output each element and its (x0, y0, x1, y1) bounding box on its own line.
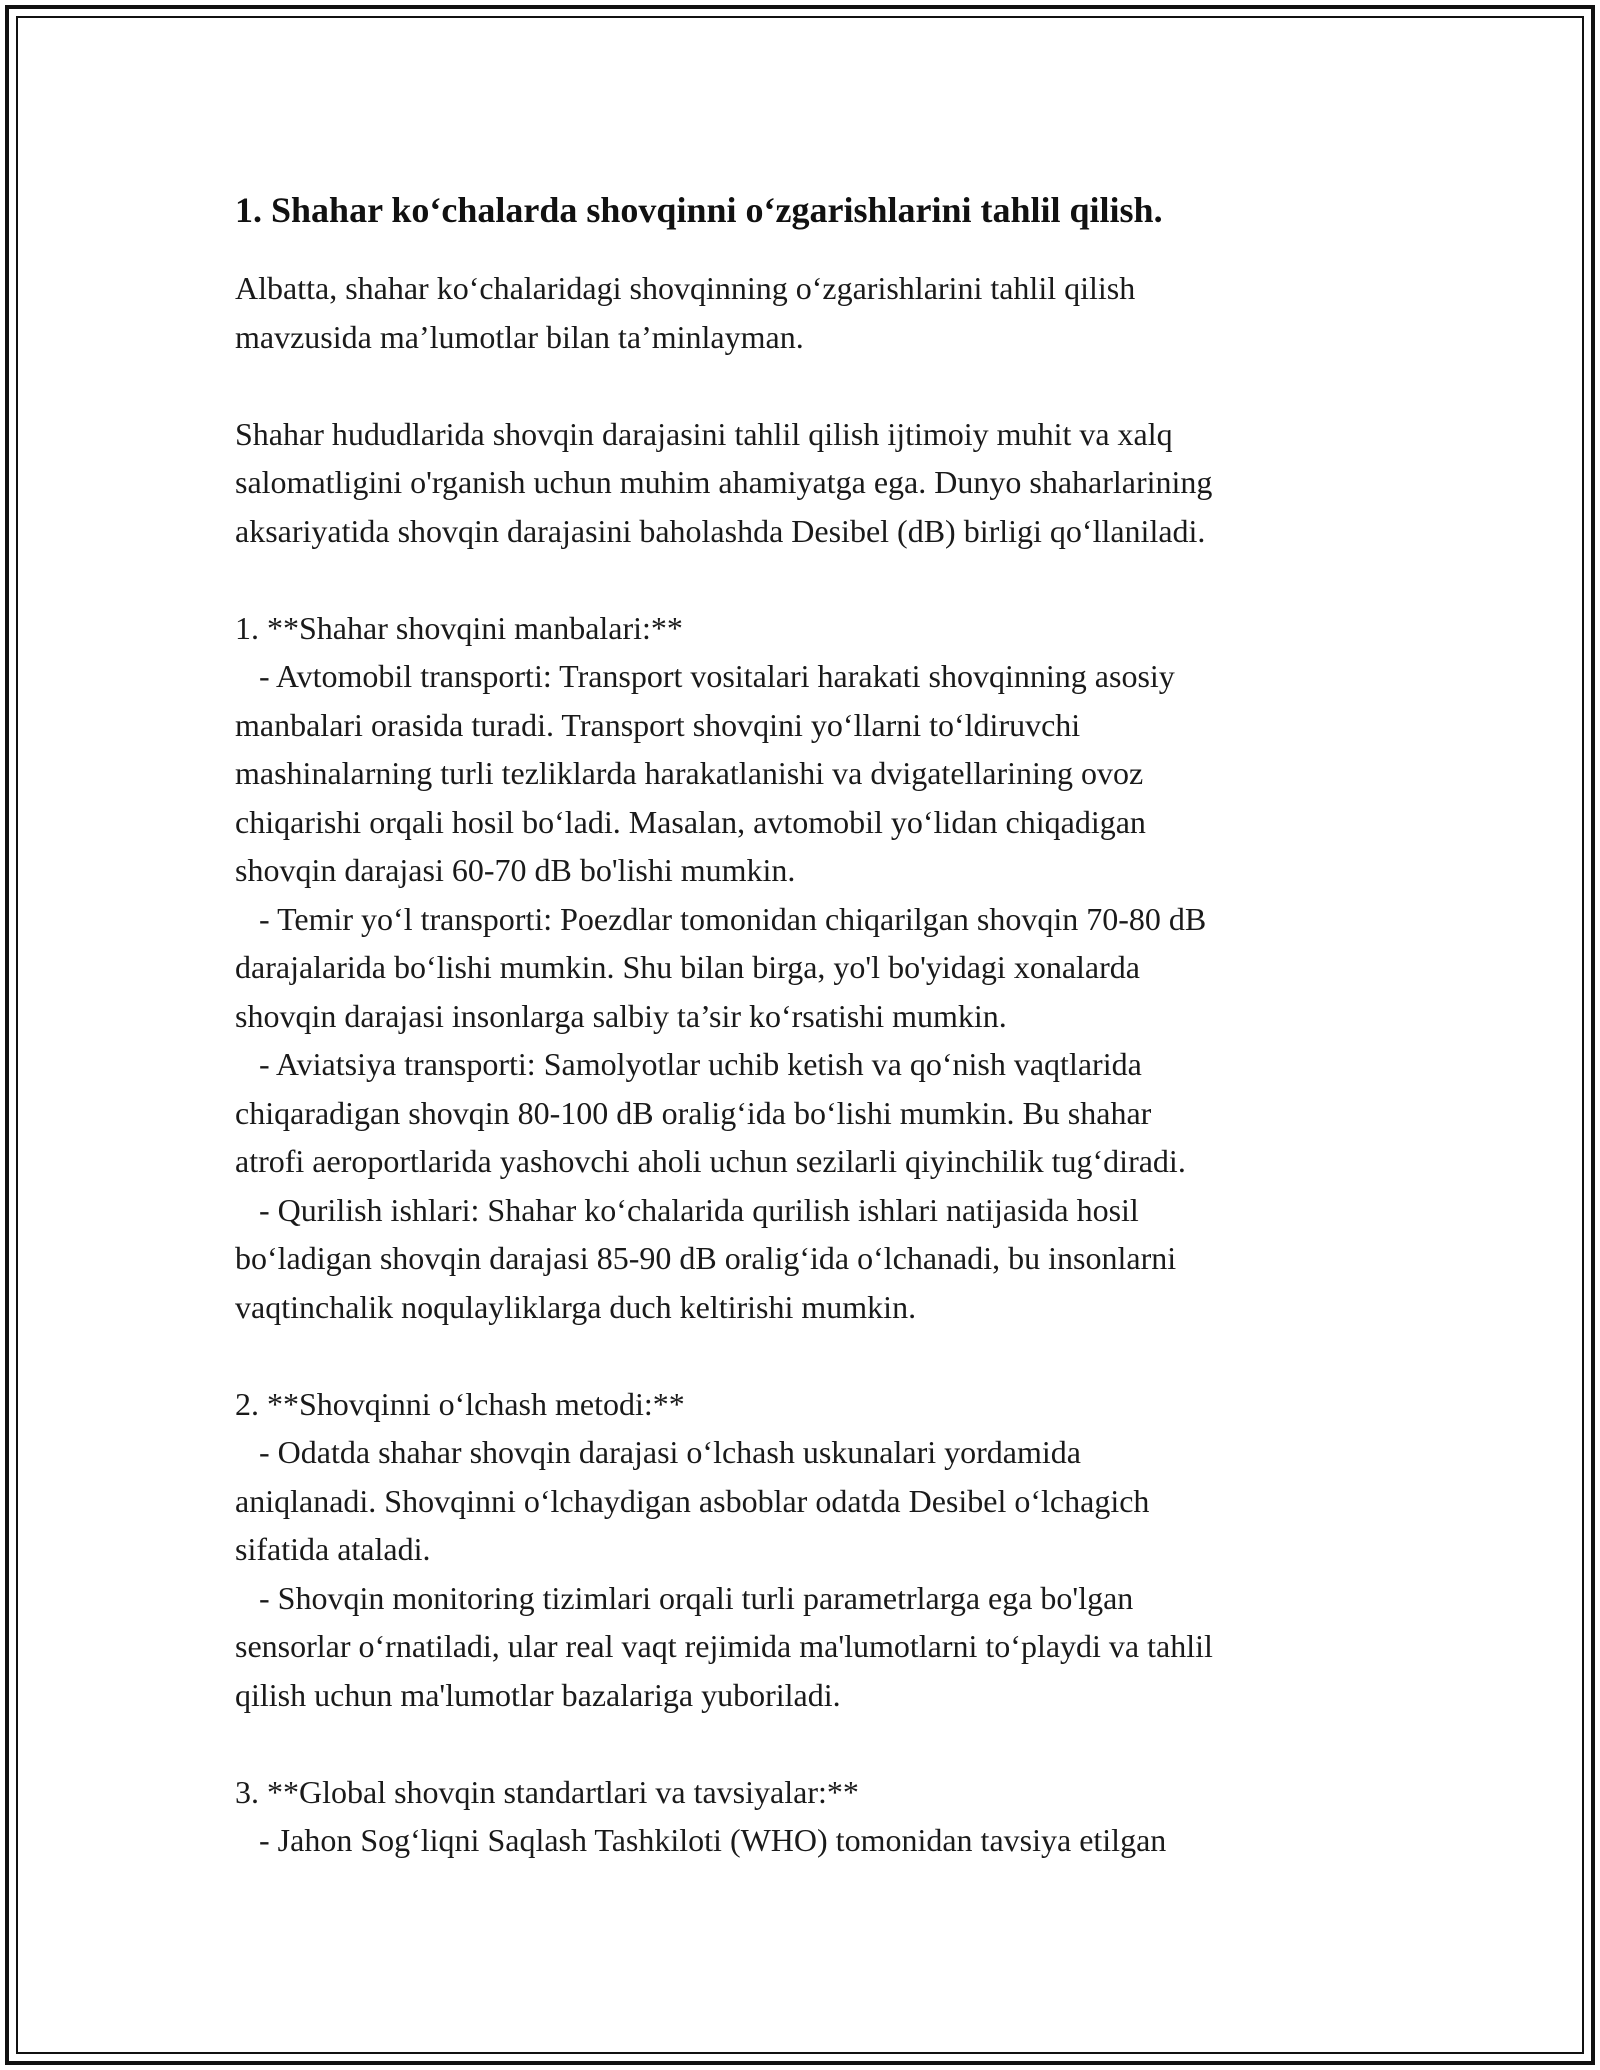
section-heading-measurement: 2. **Shovqinni o‘lchash metodi:** (235, 1385, 685, 1422)
list-item-monitoring-systems: - Shovqin monitoring tizimlari orqali turli parametrlarga ega bo'lgan sensorlar o‘rnatiladi, ular real vaqt rejimida ma'lumotlarni to‘playdi va tahlil qilish uchun ma'lumotlar bazalariga yuboriladi. (235, 1579, 1213, 1713)
list-item-rail-transport: - Temir yo‘l transporti: Poezdlar tomonidan chiqarilgan shovqin 70-80 dB darajalarida bo‘lishi mumkin. Shu bilan birga, yo'l bo'yidagi xonalarda shovqin darajasi insonlarga salbiy ta’sir ko‘rsatishi mumkin. (235, 900, 1207, 1034)
document-title: 1. Shahar ko‘chalarda shovqinni o‘zgarishlarini tahlil qilish. (235, 190, 1163, 230)
context-paragraph: Shahar hududlarida shovqin darajasini tahlil qilish ijtimoiy muhit va xalq salomatligini o'rganish uchun muhim ahamiyatga ega. Dunyo shaharlarining aksariyatida shovqin darajasini baholashda Desibel (dB) birligi qo‘llaniladi. (235, 415, 1213, 549)
blank-line (235, 1331, 1375, 1380)
blank-line (235, 361, 1375, 410)
section-heading-standards: 3. **Global shovqin standartlari va tavsiyalar:** (235, 1773, 859, 1810)
blank-line (235, 1719, 1375, 1768)
list-item-measurement-tools: - Odatda shahar shovqin darajasi o‘lchash uskunalari yordamida aniqlanadi. Shovqinni o‘lchaydigan asboblar odatda Desibel o‘lchagich sifatida ataladi. (235, 1434, 1150, 1567)
document-body (235, 186, 1375, 1865)
list-item-road-transport: - Avtomobil transporti: Transport vositalari harakati shovqinning asosiy manbalari orasida turadi. Transport shovqini yo‘llarni to‘ldiruvchi mashinalarning turli tezliklarda harakatlanishi va dvigatellarining ovoz chiqarishi orqali hosil bo‘ladi. Masalan, avtomobil yo‘lidan chiqadigan shovqin darajasi 60-70 dB bo'lishi mumkin. (235, 658, 1175, 888)
intro-paragraph: Albatta, shahar ko‘chalaridagi shovqinning o‘zgarishlarini tahlil qilish mavzusida ma’lumotlar bilan ta’minlayman. (235, 270, 1136, 355)
list-item-who: - Jahon Sog‘liqni Saqlash Tashkiloti (WHO) tomonidan tavsiya etilgan (235, 1822, 1167, 1858)
list-item-construction: - Qurilish ishlari: Shahar ko‘chalarida qurilish ishlari natijasida hosil bo‘ladigan shovqin darajasi 85-90 dB oralig‘ida o‘lchanadi, bu insonlarni vaqtinchalik noqulayliklarga duch keltirishi mumkin. (235, 1191, 1177, 1325)
blank-line (235, 555, 1375, 604)
list-item-aviation-transport: - Aviatsiya transporti: Samolyotlar uchib ketish va qo‘nish vaqtlarida chiqaradigan shovqin 80-100 dB oralig‘ida bo‘lishi mumkin. Bu shahar atrofi aeroportlarida yashovchi aholi uchun sezilarli qiyinchilik tug‘diradi. (235, 1046, 1186, 1179)
section-heading-sources: 1. **Shahar shovqini manbalari:** (235, 609, 683, 646)
